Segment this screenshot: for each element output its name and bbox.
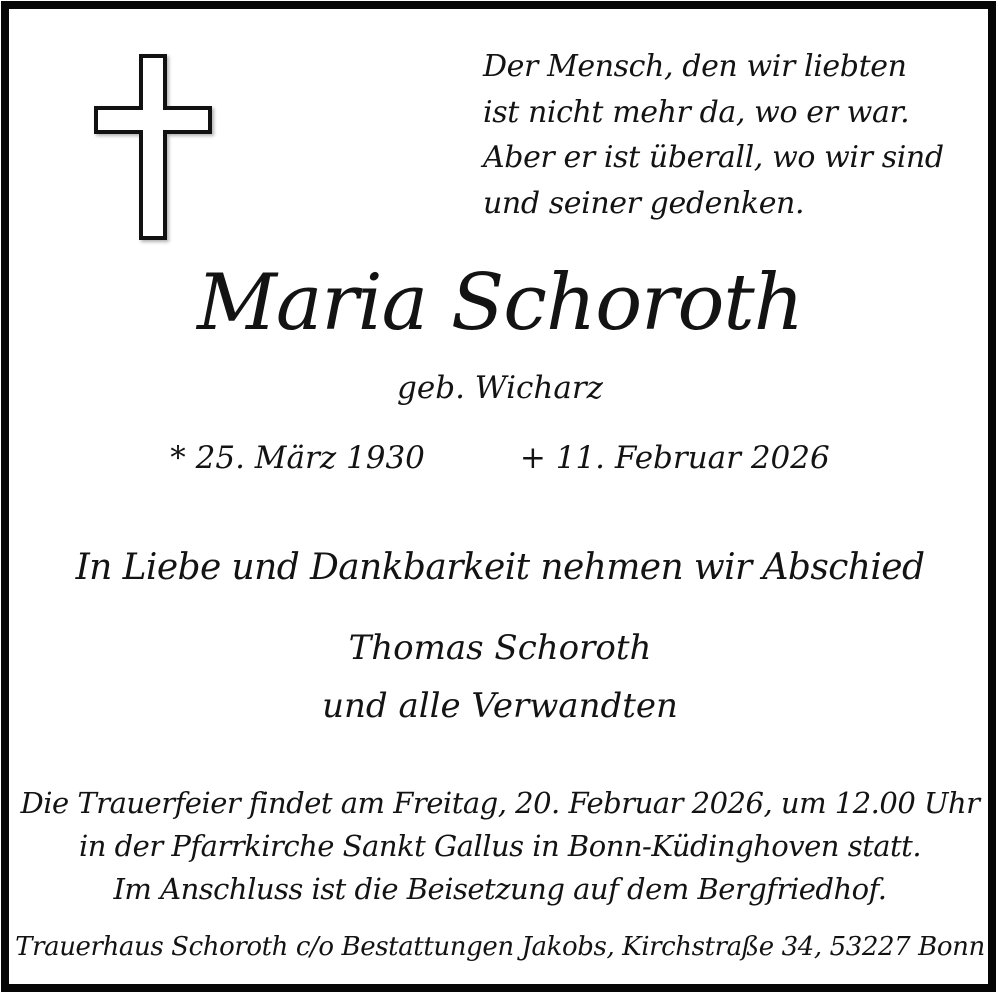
service-line: Die Trauerfeier findet am Freitag, 20. Februar 2026, um 12.00 Uhr [20,786,980,820]
birth-date: * 25. März 1930 [170,440,425,476]
verse-line: Aber er ist überall, wo wir sind [483,140,944,175]
deceased-name: Maria Schoroth [196,258,804,348]
service-line: Im Anschluss ist die Beisetzung auf dem Bergfriedhof. [113,872,887,906]
memorial-verse [483,44,953,226]
mourner-name: Thomas Schoroth [348,628,652,668]
verse-line: Der Mensch, den wir liebten [483,49,907,84]
service-line: in der Pfarrkirche Sankt Gallus in Bonn-Küdinghoven statt. [78,829,922,863]
farewell-line: In Liebe und Dankbarkeit nehmen wir Abschied [75,547,925,588]
latin-cross-icon [92,52,214,242]
verse-line: ist nicht mehr da, wo er war. [483,94,910,130]
service-details [0,782,1000,911]
mourner-relatives: und alle Verwandten [322,686,678,726]
death-date: + 11. Februar 2026 [519,440,830,476]
life-dates [0,440,1000,476]
verse-line: und seiner gedenken. [483,185,805,221]
funeral-home-address: Trauerhaus Schoroth c/o Bestattungen Jakobs, Kirchstraße 34, 53227 Bonn [15,932,985,962]
maiden-name: geb. Wicharz [397,370,603,406]
